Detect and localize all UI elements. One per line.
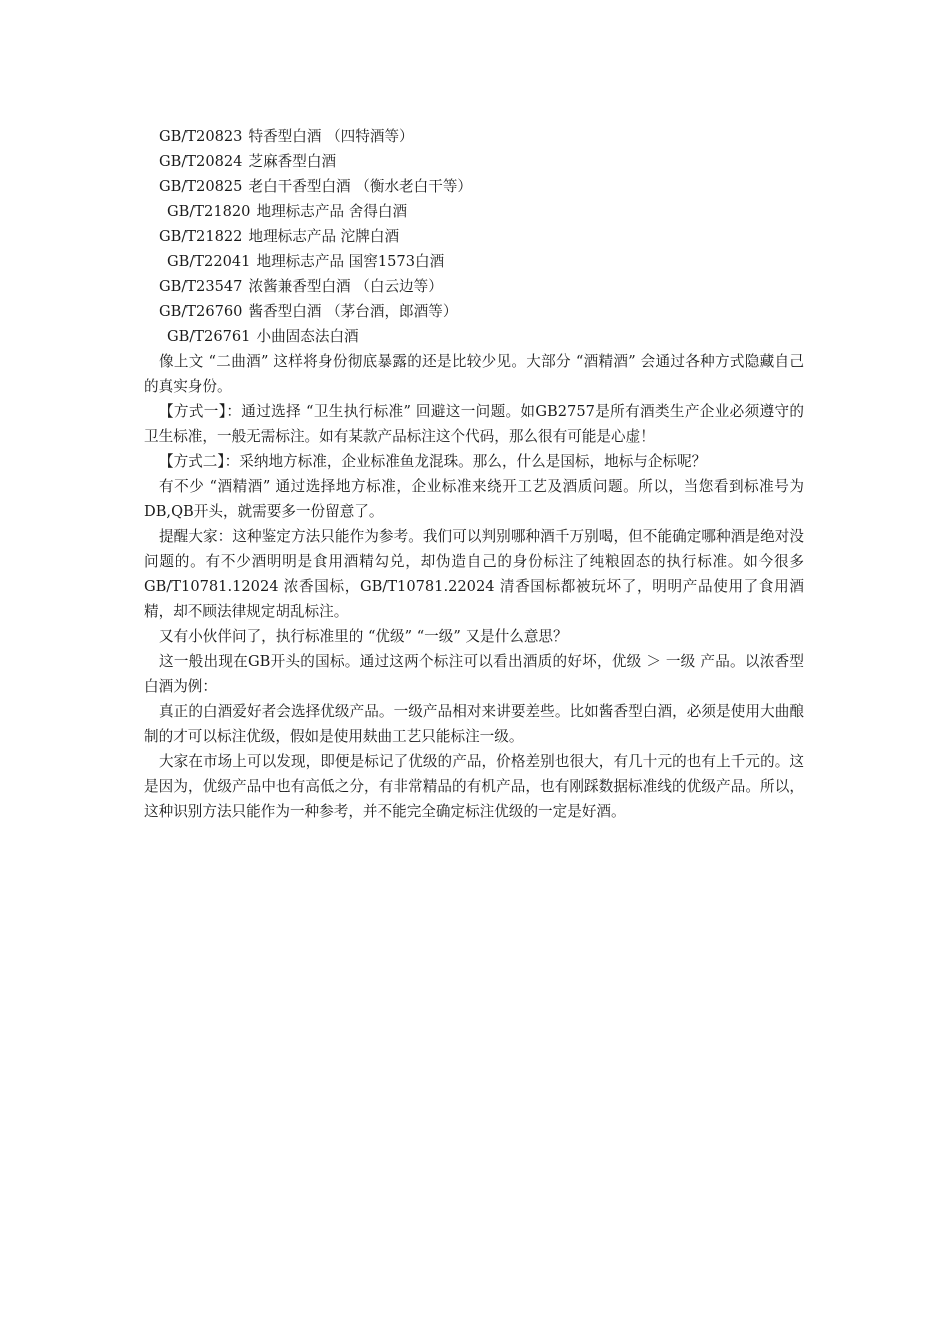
standard-line [144, 199, 804, 224]
document-body [144, 124, 804, 824]
standard-line [144, 249, 804, 274]
paragraph: 像上文 “二曲酒” 这样将身份彻底暴露的还是比较少见。大部分 “酒精酒” 会通过各种方式隐藏自己的真实身份。 [144, 353, 804, 395]
standard-code: GB/T21822 [159, 228, 243, 245]
paragraph: 提醒大家：这种鉴定方法只能作为参考。我们可以判别哪种酒千万别喝，但不能确定哪种酒是绝对没问题的。有不少酒明明是食用酒精勾兑，却伪造自己的身份标注了纯粮固态的执行标准。如今很多GB/T10781.12024 浓香国标，GB/T10781.22024 清香国标都被玩坏了，明明产品使用了食用酒精，却不顾法律规定胡乱标注。 [144, 528, 804, 620]
standard-name: 浓酱兼香型白酒 （白云边等） [248, 278, 443, 295]
standard-line [144, 299, 804, 324]
standard-line [144, 174, 804, 199]
standard-name: 地理标志产品 国窖1573白酒 [256, 253, 445, 270]
standard-code: GB/T26761 [167, 328, 251, 345]
standard-code: GB/T20823 [159, 128, 243, 145]
standard-code: GB/T22041 [167, 253, 251, 270]
standard-name: 小曲固态法白酒 [256, 328, 359, 345]
standard-line [144, 274, 804, 299]
paragraph: 这一般出现在GB开头的国标。通过这两个标注可以看出酒质的好坏，优级 ＞ 一级 产品。以浓香型白酒为例： [144, 653, 804, 695]
standard-name: 地理标志产品 舍得白酒 [256, 203, 408, 220]
standard-line [144, 149, 804, 174]
standard-code: GB/T20824 [159, 153, 243, 170]
standard-code: GB/T26760 [159, 303, 243, 320]
paragraph: 真正的白酒爱好者会选择优级产品。一级产品相对来讲要差些。比如酱香型白酒，必须是使用大曲酿制的才可以标注优级，假如是使用麸曲工艺只能标注一级。 [144, 703, 804, 745]
standard-line [144, 324, 804, 349]
standard-code: GB/T23547 [159, 278, 243, 295]
paragraph: 又有小伙伴问了，执行标准里的 “优级” “一级” 又是什么意思？ [159, 628, 568, 645]
paragraph: 【方式二】：采纳地方标准，企业标准鱼龙混珠。那么，什么是国标，地标与企标呢？ [159, 453, 707, 470]
standard-code: GB/T21820 [167, 203, 251, 220]
standard-line [144, 124, 804, 149]
standard-name: 特香型白酒 （四特酒等） [248, 128, 414, 145]
standard-line [144, 224, 804, 249]
paragraph: 大家在市场上可以发现，即便是标记了优级的产品，价格差别也很大，有几十元的也有上千元的。这是因为，优级产品中也有高低之分，有非常精品的有机产品，也有刚踩数据标准线的优级产品。所以，这种识别方法只能作为一种参考，并不能完全确定标注优级的一定是好酒。 [144, 753, 804, 820]
standard-name: 酱香型白酒 （茅台酒，郎酒等） [248, 303, 458, 320]
standard-name: 老白干香型白酒 （衡水老白干等） [248, 178, 473, 195]
standard-name: 地理标志产品 沱牌白酒 [248, 228, 400, 245]
standard-name: 芝麻香型白酒 [248, 153, 337, 170]
standard-code: GB/T20825 [159, 178, 243, 195]
paragraph: 有不少 “酒精酒” 通过选择地方标准，企业标准来绕开工艺及酒质问题。所以，当您看到标准号为DB,QB开头，就需要多一份留意了。 [144, 478, 805, 520]
paragraph: 【方式一】：通过选择 “卫生执行标准” 回避这一问题。如GB2757是所有酒类生产企业必须遵守的卫生标准，一般无需标注。如有某款产品标注这个代码，那么很有可能是心虚！ [144, 403, 804, 445]
